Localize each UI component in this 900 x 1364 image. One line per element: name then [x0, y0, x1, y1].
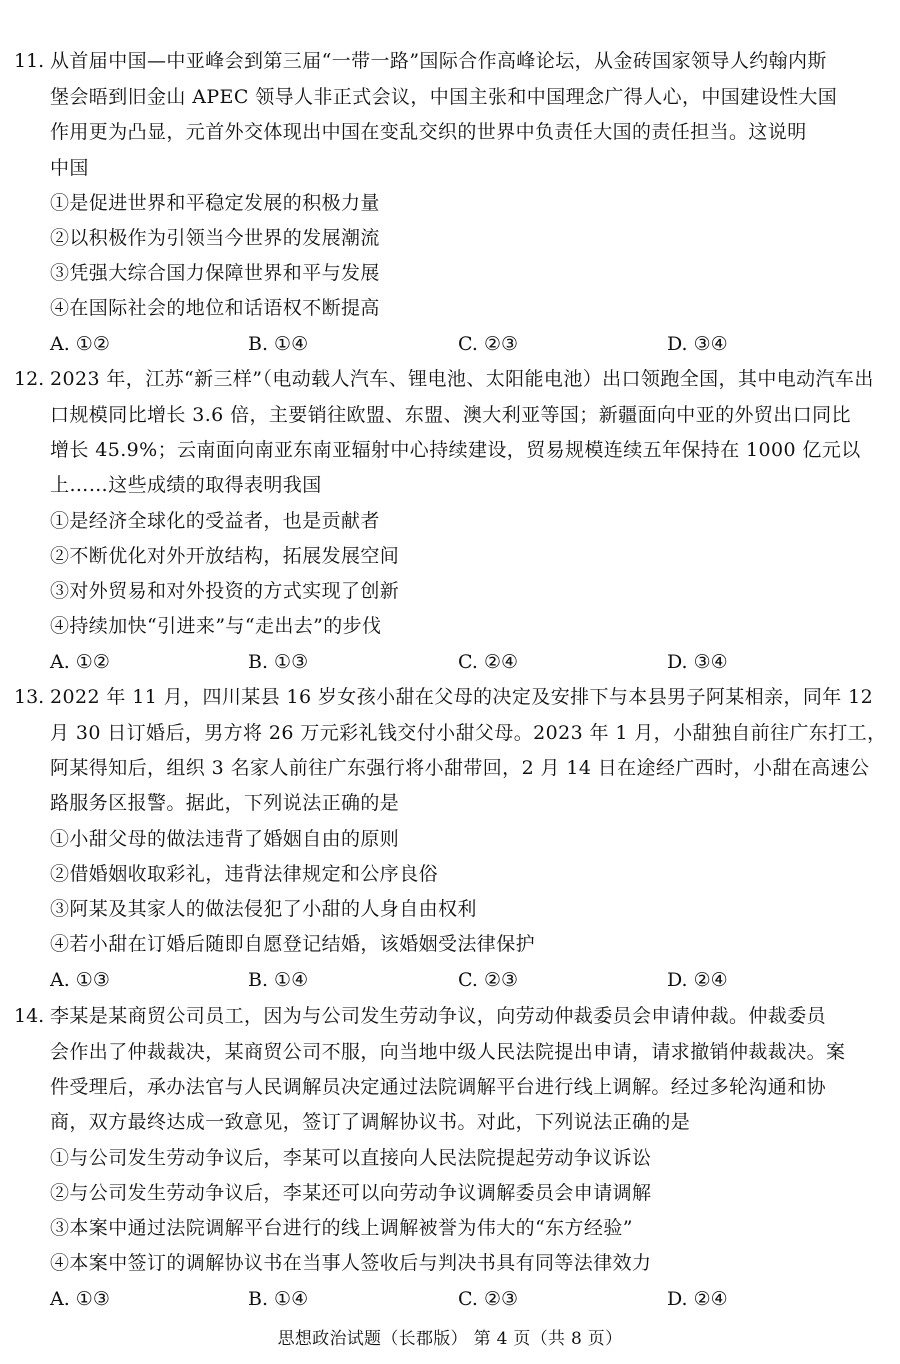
question-stem-line: 会作出了仲裁裁决，某商贸公司不服，向当地中级人民法院提出申请，请求撤销仲裁裁决。案: [50, 1041, 846, 1063]
choice-a[interactable]: A. ①②: [50, 333, 110, 355]
question-number: 14.: [14, 1005, 45, 1027]
choice-c[interactable]: C. ②③: [458, 1288, 519, 1310]
statement: ④本案中签订的调解协议书在当事人签收后与判决书具有同等法律效力: [50, 1252, 652, 1274]
question-stem-line: 商，双方最终达成一致意见，签订了调解协议书。对此，下列说法正确的是: [50, 1111, 691, 1133]
choice-b[interactable]: B. ①③: [248, 651, 309, 673]
question-stem-line: 堡会晤到旧金山 APEC 领导人非正式会议，中国主张和中国理念广得人心，中国建设性大国: [50, 86, 838, 108]
statement: ②以积极作为引领当今世界的发展潮流: [50, 227, 380, 249]
question-number: 13.: [14, 686, 45, 708]
choice-d[interactable]: D. ②④: [667, 1288, 728, 1310]
choice-d[interactable]: D. ②④: [667, 969, 728, 991]
question-stem-line: 上……这些成绩的取得表明我国: [50, 474, 322, 496]
choice-c[interactable]: C. ②③: [458, 333, 519, 355]
statement: ③本案中通过法院调解平台进行的线上调解被誉为伟大的“东方经验”: [50, 1217, 633, 1239]
question-stem-line: 阿某得知后，组织 3 名家人前往广东强行将小甜带回，2 月 14 日在途经广西时，小甜在高速公: [50, 757, 870, 779]
question-stem-line: 路服务区报警。据此，下列说法正确的是: [50, 792, 400, 814]
statement: ③凭强大综合国力保障世界和平与发展: [50, 262, 380, 284]
choice-b[interactable]: B. ①④: [248, 333, 309, 355]
question-stem-line: 增长 45.9%；云南面向南亚东南亚辐射中心持续建设，贸易规模连续五年保持在 1000 亿元以: [50, 439, 861, 461]
question-number: 12.: [14, 368, 45, 390]
statement: ①是经济全球化的受益者，也是贡献者: [50, 510, 380, 532]
page-footer: 思想政治试题（长郡版） 第 4 页（共 8 页）: [277, 1329, 623, 1349]
choice-a[interactable]: A. ①③: [50, 969, 110, 991]
question-stem-line: 从首届中国—中亚峰会到第三届“一带一路”国际合作高峰论坛，从金砖国家领导人约翰内斯: [50, 50, 827, 72]
statement: ②不断优化对外开放结构，拓展发展空间: [50, 545, 400, 567]
question-stem-line: 月 30 日订婚后，男方将 26 万元彩礼钱交付小甜父母。2023 年 1 月，小甜独自前往广东打工，: [50, 722, 887, 744]
question-stem-line: 件受理后，承办法官与人民调解员决定通过法院调解平台进行线上调解。经过多轮沟通和协: [50, 1076, 827, 1098]
question-stem-line: 中国: [50, 157, 89, 179]
choice-a[interactable]: A. ①③: [50, 1288, 110, 1310]
statement: ④在国际社会的地位和话语权不断提高: [50, 297, 380, 319]
statement: ①小甜父母的做法违背了婚姻自由的原则: [50, 828, 400, 850]
statement: ①是促进世界和平稳定发展的积极力量: [50, 192, 380, 214]
question-number: 11.: [14, 50, 45, 72]
choice-b[interactable]: B. ①④: [248, 1288, 309, 1310]
statement: ③对外贸易和对外投资的方式实现了创新: [50, 580, 400, 602]
question-stem-line: 2022 年 11 月，四川某县 16 岁女孩小甜在父母的决定及安排下与本县男子阿某相亲，同年 12: [50, 686, 874, 708]
statement: ④持续加快“引进来”与“走出去”的步伐: [50, 615, 382, 637]
statement: ②借婚姻收取彩礼，违背法律规定和公序良俗: [50, 863, 439, 885]
choice-c[interactable]: C. ②④: [458, 651, 519, 673]
question-stem-line: 李某是某商贸公司员工，因为与公司发生劳动争议，向劳动仲裁委员会申请仲裁。仲裁委员: [50, 1005, 827, 1027]
choice-a[interactable]: A. ①②: [50, 651, 110, 673]
choice-d[interactable]: D. ③④: [667, 333, 728, 355]
question-stem-line: 作用更为凸显，元首外交体现出中国在变乱交织的世界中负责任大国的责任担当。这说明: [50, 121, 807, 143]
choice-d[interactable]: D. ③④: [667, 651, 728, 673]
statement: ④若小甜在订婚后随即自愿登记结婚，该婚姻受法律保护: [50, 933, 536, 955]
choice-b[interactable]: B. ①④: [248, 969, 309, 991]
statement: ③阿某及其家人的做法侵犯了小甜的人身自由权利: [50, 898, 477, 920]
choice-c[interactable]: C. ②③: [458, 969, 519, 991]
question-stem-line: 口规模同比增长 3.6 倍，主要销往欧盟、东盟、澳大利亚等国；新疆面向中亚的外贸出口同比: [50, 404, 851, 426]
statement: ②与公司发生劳动争议后，李某还可以向劳动争议调解委员会申请调解: [50, 1182, 652, 1204]
question-stem-line: 2023 年，江苏“新三样”（电动载人汽车、锂电池、太阳能电池）出口领跑全国，其中电动汽车出: [50, 368, 874, 390]
statement: ①与公司发生劳动争议后，李某可以直接向人民法院提起劳动争议诉讼: [50, 1147, 652, 1169]
